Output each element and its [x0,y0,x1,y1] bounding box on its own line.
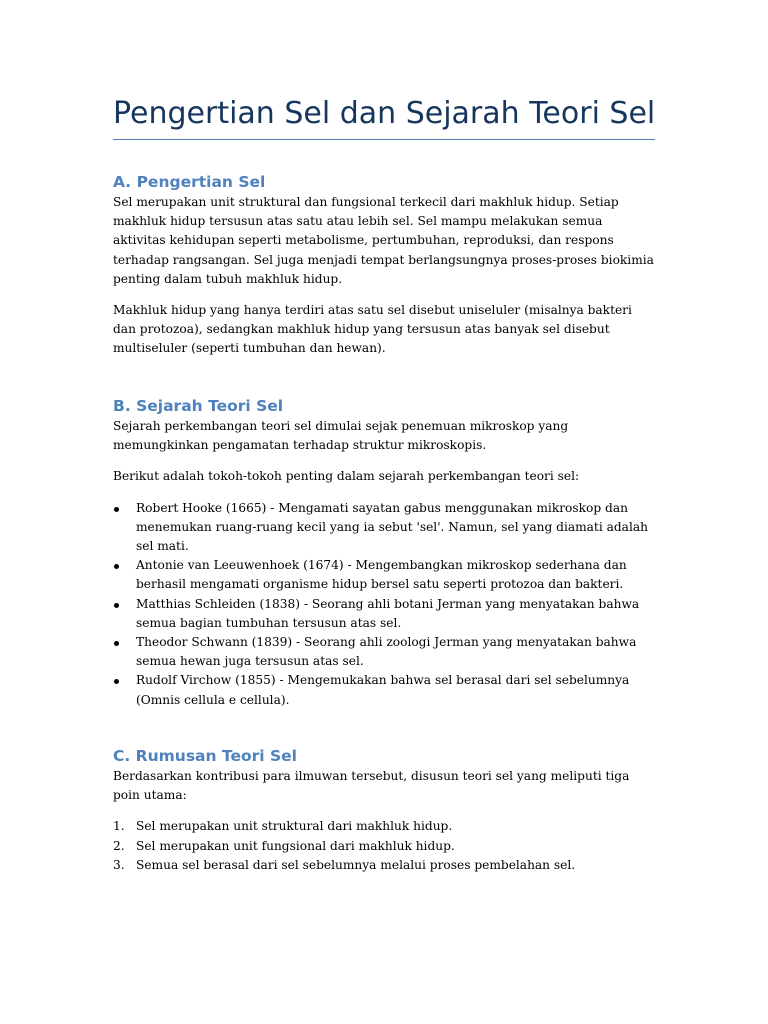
page-title: Pengertian Sel dan Sejarah Teori Sel [113,96,656,131]
section-heading: C. Rumusan Teori Sel [113,747,297,765]
title-underline [113,139,655,140]
list-number: 2. [113,838,125,853]
list-item-text: Semua sel berasal dari sel sebelumnya melalui proses pembelahan sel. [136,857,576,872]
list-item [113,595,655,633]
list-item-text: Sel merupakan unit fungsional dari makhluk hidup. [136,838,455,853]
list-number: 3. [113,857,125,872]
paragraph: Sejarah perkembangan teori sel dimulai sejak penemuan mikroskop yang memungkinkan pengamatan terhadap struktur mikroskopis. [113,419,569,453]
list-item-text: Sel merupakan unit struktural dari makhluk hidup. [136,819,453,834]
section-rumusan-teori-sel [113,745,655,875]
bullet-list [113,499,655,710]
paragraph: Berdasarkan kontribusi para ilmuwan tersebut, disusun teori sel yang meliputi tiga poin utama: [113,769,630,803]
paragraph: Makhluk hidup yang hanya terdiri atas satu sel disebut uniseluler (misalnya bakteri dan protozoa), sedangkan makhluk hidup yang tersusun atas banyak sel disebut multiseluler (seperti tumbuhan dan hewan). [113,303,632,356]
bullet-icon [114,507,119,512]
list-item [113,633,655,671]
list-item [113,556,655,594]
list-item [113,837,655,856]
list-item-text: Matthias Schleiden (1838) - Seorang ahli botani Jerman yang menyatakan bahwa semua bagian tumbuhan tersusun atas sel. [136,596,640,630]
section-heading: A. Pengertian Sel [113,173,266,191]
bullet-icon [114,641,119,646]
bullet-icon [114,603,119,608]
list-item [113,499,655,557]
list-item [113,856,655,875]
bullet-icon [114,564,119,569]
list-item-text: Antonie van Leeuwenhoek (1674) - Mengembangkan mikroskop sederhana dan berhasil mengamati organisme hidup bersel satu seperti protozoa dan bakteri. [136,558,627,592]
list-item [113,817,655,836]
list-number: 1. [113,819,125,834]
section-heading: B. Sejarah Teori Sel [113,397,284,415]
section-pengertian-sel [113,171,655,359]
list-item [113,671,655,709]
paragraph: Sel merupakan unit struktural dan fungsional terkecil dari makhluk hidup. Setiap makhluk hidup tersusun atas satu atau lebih sel. Sel mampu melakukan semua aktivitas kehidupan seperti metabolisme, pertumbuhan, reproduksi, dan respons terhadap rangsangan. Sel juga menjadi tempat berlangsungnya proses-proses biokimia penting dalam tubuh makhluk hidup. [113,195,654,286]
numbered-list [113,817,655,875]
list-item-text: Theodor Schwann (1839) - Seorang ahli zoologi Jerman yang menyatakan bahwa semua hewan juga tersusun atas sel. [136,635,637,669]
list-item-text: Robert Hooke (1665) - Mengamati sayatan gabus menggunakan mikroskop dan menemukan ruang-ruang kecil yang ia sebut 'sel'. Namun, sel yang diamati adalah sel mati. [136,500,648,554]
paragraph: Berikut adalah tokoh-tokoh penting dalam sejarah perkembangan teori sel: [113,469,580,484]
list-item-text: Rudolf Virchow (1855) - Mengemukakan bahwa sel berasal dari sel sebelumnya (Omnis cellula e cellula). [136,673,630,707]
bullet-icon [114,679,119,684]
section-sejarah-teori-sel [113,395,655,710]
